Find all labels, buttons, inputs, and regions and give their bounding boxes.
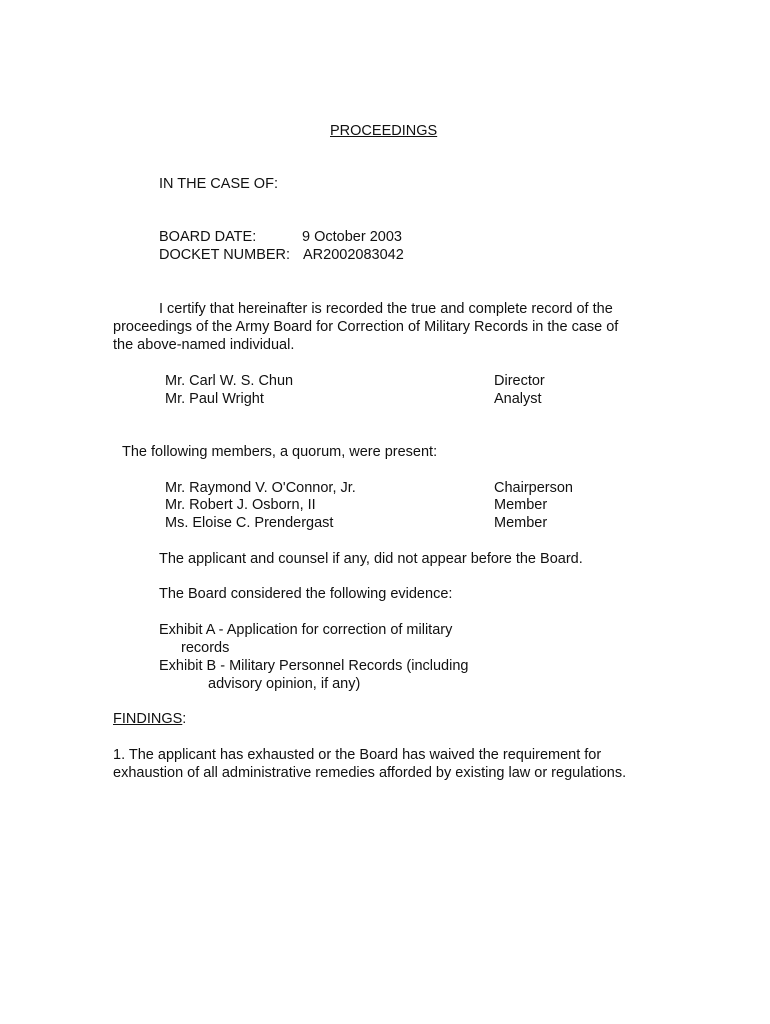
appearance-text: The applicant and counsel if any, did not appear before the Board. [159,551,583,567]
exhibit-b-line-2: advisory opinion, if any) [208,676,361,692]
findings-heading-text: FINDINGS [113,711,183,727]
docket-number-label: DOCKET NUMBER: [159,247,291,263]
quorum-text: The following members, a quorum, were present: [122,444,438,460]
exhibit-a-line-2: records [181,640,230,656]
document-title: PROCEEDINGS [330,123,438,139]
member-name: Mr. Robert J. Osborn, II [165,497,316,513]
member-name: Ms. Eloise C. Prendergast [165,515,334,531]
board-date-label: BOARD DATE: [159,229,257,245]
finding-1-line-2: exhaustion of all administrative remedies afforded by existing law or regulations. [113,765,627,781]
certification-line-3: the above-named individual. [113,337,295,353]
exhibit-a-line-1: Exhibit A - Application for correction of military [159,622,453,638]
docket-number-value: AR2002083042 [303,247,404,263]
board-date-value: 9 October 2003 [302,229,402,245]
case-label: IN THE CASE OF: [159,176,278,192]
member-role: Member [494,497,548,513]
staff-role: Analyst [494,391,542,407]
certification-line-1: I certify that hereinafter is recorded the true and complete record of the [159,301,613,317]
staff-name: Mr. Carl W. S. Chun [165,373,294,389]
evidence-intro: The Board considered the following evidence: [159,586,453,602]
member-role: Chairperson [494,480,573,496]
findings-heading [113,710,186,728]
member-role: Member [494,515,548,531]
findings-heading-colon: : [182,711,187,727]
finding-1-line-1: 1. The applicant has exhausted or the Board has waived the requirement for [113,747,602,763]
staff-name: Mr. Paul Wright [165,391,264,407]
exhibit-b-line-1: Exhibit B - Military Personnel Records (including [159,658,469,674]
certification-line-2: proceedings of the Army Board for Correction of Military Records in the case of [113,319,619,335]
staff-role: Director [494,373,545,389]
member-name: Mr. Raymond V. O'Connor, Jr. [165,480,356,496]
